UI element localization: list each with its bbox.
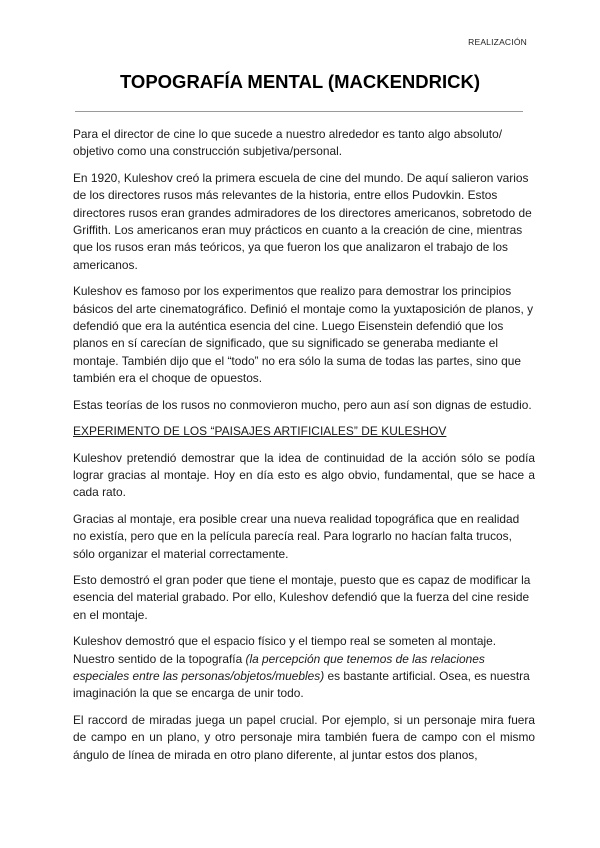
paragraph-eyeline-match: El raccord de miradas juega un papel crucial. Por ejemplo, si un personaje mira fuera de campo en un plano, y otro personaje mira también fuera de campo con el mismo ángulo de línea de mirada en otro plano diferente, al juntar estos dos planos, bbox=[73, 712, 535, 762]
topography-text-end: es bastante artificial. Osea, es nuestra imaginación la que se encarga de unir todo. bbox=[73, 668, 530, 701]
title-divider bbox=[75, 111, 523, 112]
paragraph-kuleshov-experiments: Kuleshov es famoso por los experimentos que realizo para demostrar los principios básicos del arte cinematográfico. Definió el montaje como la yuxtaposición de planos, y defendió que era la auténtica esencia del cine. Luego Eisenstein defendió que los planos en sí carecían de significado, que su significado se generaba mediante el montaje. También dijo que el “todo” no era sólo la suma de todas las partes, sino que también era el choque de opuestos. bbox=[73, 284, 534, 386]
section-subheading: EXPERIMENTO DE LOS “PAISAJES ARTIFICIALES” DE KULESHOV bbox=[73, 424, 447, 439]
paragraph-topography bbox=[73, 633, 535, 703]
paragraph-kuleshov-school: En 1920, Kuleshov creó la primera escuela de cine del mundo. De aquí salieron varios de los directores rusos más relevantes de la historia, entre ellos Pudovkin. Estos directores rusos eran grandes admiradores de los directores americanos, sobretodo de Griffith. Los americanos eran muy prácticos en cuanto a la creación de cine, mientras que los rusos eran más teóricos, ya que fueron los que analizaron el trabajo de los americanos. bbox=[73, 170, 532, 272]
paragraph-topographic-reality: Gracias al montaje, era posible crear una nueva realidad topográfica que en realidad no existía, pero que en la película parecía real. Para lograrlo no hacían falta trucos, sólo organizar el material correctamente. bbox=[73, 511, 520, 561]
paragraph-intro: Para el director de cine lo que sucede a nuestro alrededor es tanto algo absoluto/ objetivo como una construcción subjetiva/personal. bbox=[73, 127, 503, 159]
paragraph-russian-theories: Estas teorías de los rusos no conmovieron mucho, pero aun así son dignas de estudio. bbox=[73, 397, 532, 412]
page-title: TOPOGRAFÍA MENTAL (MACKENDRICK) bbox=[119, 71, 481, 92]
paragraph-continuity: Kuleshov pretendió demostrar que la idea de continuidad de la acción sólo se podía lograr gracias al montaje. Hoy en día esto es algo obvio, fundamental, que se hace a cada rato. bbox=[73, 450, 535, 500]
document-body bbox=[73, 126, 535, 773]
topography-text-start: Kuleshov demostró que el espacio físico y el tiempo real se someten al montaje. Nuestro sentido de la topografía bbox=[73, 634, 497, 666]
paragraph-montage-power: Esto demostró el gran poder que tiene el montaje, puesto que es capaz de modificar la esencia del material grabado. Por ello, Kuleshov defendió que la fuerza del cine reside en el montaje. bbox=[73, 572, 531, 622]
section-header-tag: REALIZACIÓN bbox=[468, 37, 527, 47]
topography-italic-definition: (la percepción que tenemos de las relaciones especiales entre las personas/objetos/muebles) bbox=[73, 651, 485, 683]
